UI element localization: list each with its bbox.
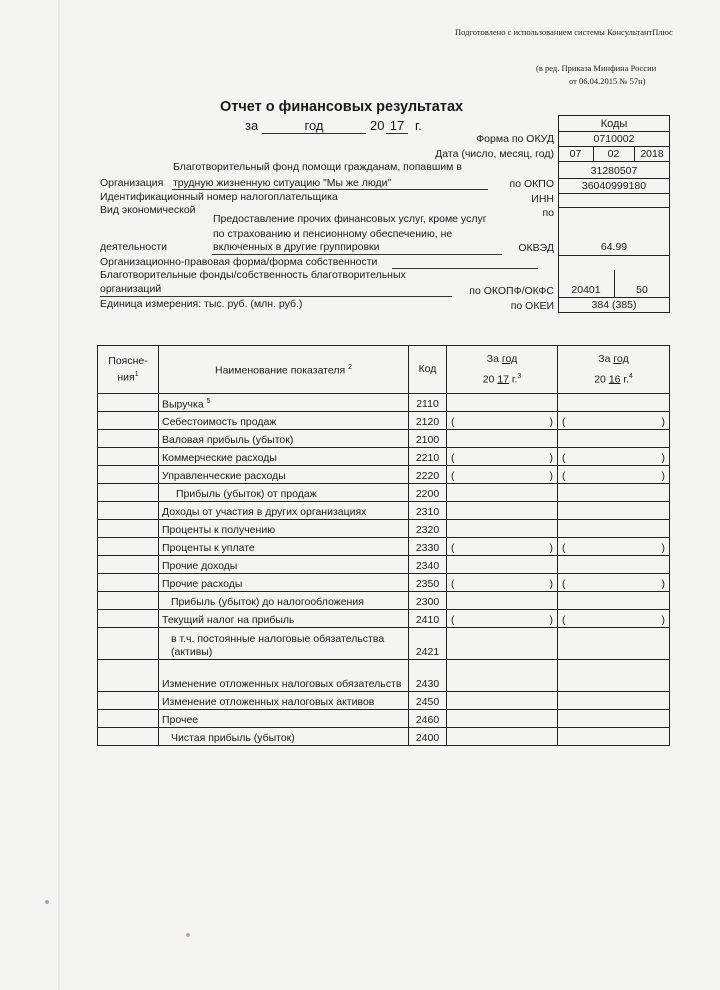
previous-year-value-cell[interactable]: ( ): [558, 448, 670, 466]
table-row: [98, 484, 670, 502]
row-notes-cell: [98, 466, 159, 484]
okpo-label: по ОКПО: [509, 178, 554, 190]
row-code: 2220: [409, 466, 447, 484]
table-row: [98, 610, 670, 628]
table-row: [98, 592, 670, 610]
activity-label-line1: Вид экономической: [100, 204, 196, 216]
table-row: [98, 628, 670, 660]
okopf-label: по ОКОПФ/ОКФС: [469, 285, 554, 297]
year-value: 17: [389, 118, 405, 133]
previous-year-value-cell[interactable]: [558, 710, 670, 728]
row-indicator-name: Выручка $^5$: [159, 394, 409, 412]
row-code: 2200: [409, 484, 447, 502]
row-code: 2400: [409, 728, 447, 746]
current-year-value-cell[interactable]: [447, 728, 558, 746]
year-suffix: г.: [415, 118, 422, 133]
row-code: 2300: [409, 592, 447, 610]
table-row: [98, 394, 670, 412]
table-row: [98, 710, 670, 728]
row-code: 2320: [409, 520, 447, 538]
current-year-value-cell[interactable]: ( ): [447, 610, 558, 628]
financial-results-table: [97, 345, 670, 746]
previous-year-value-cell[interactable]: [558, 430, 670, 448]
previous-year-value-cell[interactable]: ( ): [558, 412, 670, 430]
row-code: 2460: [409, 710, 447, 728]
edition-note-line1: (в ред. Приказа Минфина России: [536, 63, 657, 73]
codes-heading: Коды: [600, 118, 628, 130]
previous-year-value-cell[interactable]: ( ): [558, 574, 670, 592]
current-year-value-cell[interactable]: ( ): [447, 538, 558, 556]
row-notes-cell: [98, 502, 159, 520]
row-code: 2330: [409, 538, 447, 556]
row-code: 2110: [409, 394, 447, 412]
current-year-value-cell[interactable]: ( ): [447, 448, 558, 466]
current-year-value-cell[interactable]: [447, 484, 558, 502]
row-notes-cell: [98, 728, 159, 746]
table-row: [98, 502, 670, 520]
okved-label: ОКВЭД: [518, 242, 554, 254]
row-indicator-name: Проценты к получению: [159, 520, 409, 538]
current-year-value-cell[interactable]: ( ): [447, 466, 558, 484]
row-code: 2340: [409, 556, 447, 574]
current-year-value-cell[interactable]: [447, 430, 558, 448]
activity-line1: Предоставление прочих финансовых услуг, кроме услуг: [213, 213, 487, 225]
legal-form-line2: организаций: [100, 283, 162, 295]
row-code: 2120: [409, 412, 447, 430]
header-code: Код: [409, 346, 447, 394]
current-year-value-cell[interactable]: [447, 520, 558, 538]
row-indicator-name: Себестоимость продаж: [159, 412, 409, 430]
previous-year-value-cell[interactable]: [558, 502, 670, 520]
current-year-value-cell[interactable]: [447, 710, 558, 728]
okved-value: 64.99: [600, 241, 628, 253]
table-row: [98, 448, 670, 466]
period-prefix: за: [245, 118, 259, 133]
date-month: 02: [607, 148, 620, 160]
row-indicator-name: Проценты к уплате: [159, 538, 409, 556]
unit-label: Единица измерения: тыс. руб. (млн. руб.): [100, 298, 303, 310]
header-indicator-name: Наименование показателя $^2$: [159, 346, 409, 394]
previous-year-value-cell[interactable]: [558, 592, 670, 610]
okpo-value: 31280507: [590, 165, 638, 177]
okud-value: 0710002: [593, 133, 635, 145]
previous-year-value-cell[interactable]: ( ): [558, 610, 670, 628]
legal-form-line1: Благотворительные фонды/собственность благотворительных: [100, 269, 406, 281]
header-previous-year: За год 20 16 г.$^4$: [558, 346, 670, 394]
year-prefix: 20: [370, 118, 385, 133]
row-indicator-name: Текущий налог на прибыль: [159, 610, 409, 628]
page-binding-shadow: [58, 0, 60, 990]
previous-year-value-cell[interactable]: ( ): [558, 466, 670, 484]
row-indicator-name: Изменение отложенных налоговых обязательств: [159, 660, 409, 692]
okfs-value: 50: [636, 284, 648, 296]
row-indicator-name: в т.ч. постоянные налоговые обязательства (активы): [159, 628, 409, 660]
previous-year-value-cell[interactable]: [558, 520, 670, 538]
okei-label: по ОКЕИ: [510, 300, 554, 312]
row-indicator-name: Прибыль (убыток) от продаж: [159, 484, 409, 502]
previous-year-value-cell[interactable]: [558, 484, 670, 502]
row-indicator-name: Доходы от участия в других организациях: [159, 502, 409, 520]
table-row: [98, 728, 670, 746]
row-code: 2410: [409, 610, 447, 628]
row-notes-cell: [98, 394, 159, 412]
org-label: Организация: [100, 177, 164, 189]
row-indicator-name: Чистая прибыль (убыток): [159, 728, 409, 746]
current-year-value-cell[interactable]: [447, 502, 558, 520]
row-notes-cell: [98, 610, 159, 628]
row-notes-cell: [98, 592, 159, 610]
previous-year-value-cell[interactable]: [558, 556, 670, 574]
row-indicator-name: Изменение отложенных налоговых активов: [159, 692, 409, 710]
row-code: 2350: [409, 574, 447, 592]
row-indicator-name: Валовая прибыль (убыток): [159, 430, 409, 448]
row-notes-cell: [98, 710, 159, 728]
current-year-value-cell[interactable]: [447, 692, 558, 710]
inn-value: 36040999180: [581, 180, 647, 192]
edition-note-line2: от 06.04.2015 № 57н): [569, 76, 646, 86]
okved-po: по: [542, 207, 554, 219]
date-label: Дата (число, месяц, год): [435, 148, 554, 160]
row-indicator-name: Прочие расходы: [159, 574, 409, 592]
row-indicator-name: Прочее: [159, 710, 409, 728]
table-row: [98, 660, 670, 692]
date-year: 2018: [640, 148, 664, 160]
row-notes-cell: [98, 692, 159, 710]
inn-caption: Идентификационный номер налогоплательщика: [100, 191, 338, 203]
row-code: 2430: [409, 660, 447, 692]
header-notes: Поясне-ния$^1$: [98, 346, 159, 394]
row-indicator-name: Управленческие расходы: [159, 466, 409, 484]
row-indicator-name: Коммерческие расходы: [159, 448, 409, 466]
row-notes-cell: [98, 574, 159, 592]
row-indicator-name: Прочие доходы: [159, 556, 409, 574]
current-year-value-cell[interactable]: [447, 394, 558, 412]
table-row: [98, 574, 670, 592]
table-row: [98, 430, 670, 448]
okud-label: Форма по ОКУД: [476, 133, 554, 145]
table-row: [98, 466, 670, 484]
row-notes-cell: [98, 520, 159, 538]
inn-label: ИНН: [531, 193, 554, 205]
row-code: 2310: [409, 502, 447, 520]
row-notes-cell: [98, 660, 159, 692]
scan-speck: [45, 900, 49, 904]
row-notes-cell: [98, 412, 159, 430]
okopf-value: 20401: [571, 284, 601, 296]
prepared-note: Подготовлено с использованием системы КонсультантПлюс: [455, 27, 673, 37]
header-current-year: За год 20 17 г.$^3$: [447, 346, 558, 394]
row-indicator-name: Прибыль (убыток) до налогообложения: [159, 592, 409, 610]
row-code: 2100: [409, 430, 447, 448]
current-year-value-cell[interactable]: [447, 556, 558, 574]
current-year-value-cell[interactable]: [447, 592, 558, 610]
previous-year-value-cell[interactable]: [558, 728, 670, 746]
previous-year-value-cell[interactable]: [558, 628, 670, 660]
row-notes-cell: [98, 556, 159, 574]
table-row: [98, 520, 670, 538]
row-code: 2450: [409, 692, 447, 710]
previous-year-value-cell[interactable]: ( ): [558, 538, 670, 556]
row-notes-cell: [98, 628, 159, 660]
previous-year-value-cell[interactable]: [558, 660, 670, 692]
row-code: 2210: [409, 448, 447, 466]
report-title: Отчет о финансовых результатах: [220, 99, 464, 115]
current-year-value-cell[interactable]: ( ): [447, 574, 558, 592]
table-row: [98, 412, 670, 430]
table-row: [98, 538, 670, 556]
activity-line3: включенных в другие группировки: [213, 241, 380, 253]
activity-line2: по страхованию и пенсионному обеспечению, не: [213, 228, 453, 240]
date-day: 07: [569, 148, 582, 160]
org-name-line2: трудную жизненную ситуацию "Мы же люди": [173, 177, 392, 189]
row-notes-cell: [98, 484, 159, 502]
row-notes-cell: [98, 538, 159, 556]
current-year-value-cell[interactable]: [447, 660, 558, 692]
previous-year-value-cell[interactable]: [558, 394, 670, 412]
table-row: [98, 556, 670, 574]
row-notes-cell: [98, 448, 159, 466]
row-notes-cell: [98, 430, 159, 448]
org-name-line1: Благотворительный фонд помощи гражданам, попавшим в: [173, 161, 462, 173]
activity-label-line2: деятельности: [100, 241, 167, 253]
scan-speck: [186, 933, 190, 937]
table-row: [98, 692, 670, 710]
period-value: год: [304, 118, 324, 133]
previous-year-value-cell[interactable]: [558, 692, 670, 710]
current-year-value-cell[interactable]: ( ): [447, 412, 558, 430]
okei-value: 384 (385): [591, 299, 637, 311]
row-code: 2421: [409, 628, 447, 660]
legal-form-label: Организационно-правовая форма/форма собственности: [100, 256, 378, 268]
current-year-value-cell[interactable]: [447, 628, 558, 660]
